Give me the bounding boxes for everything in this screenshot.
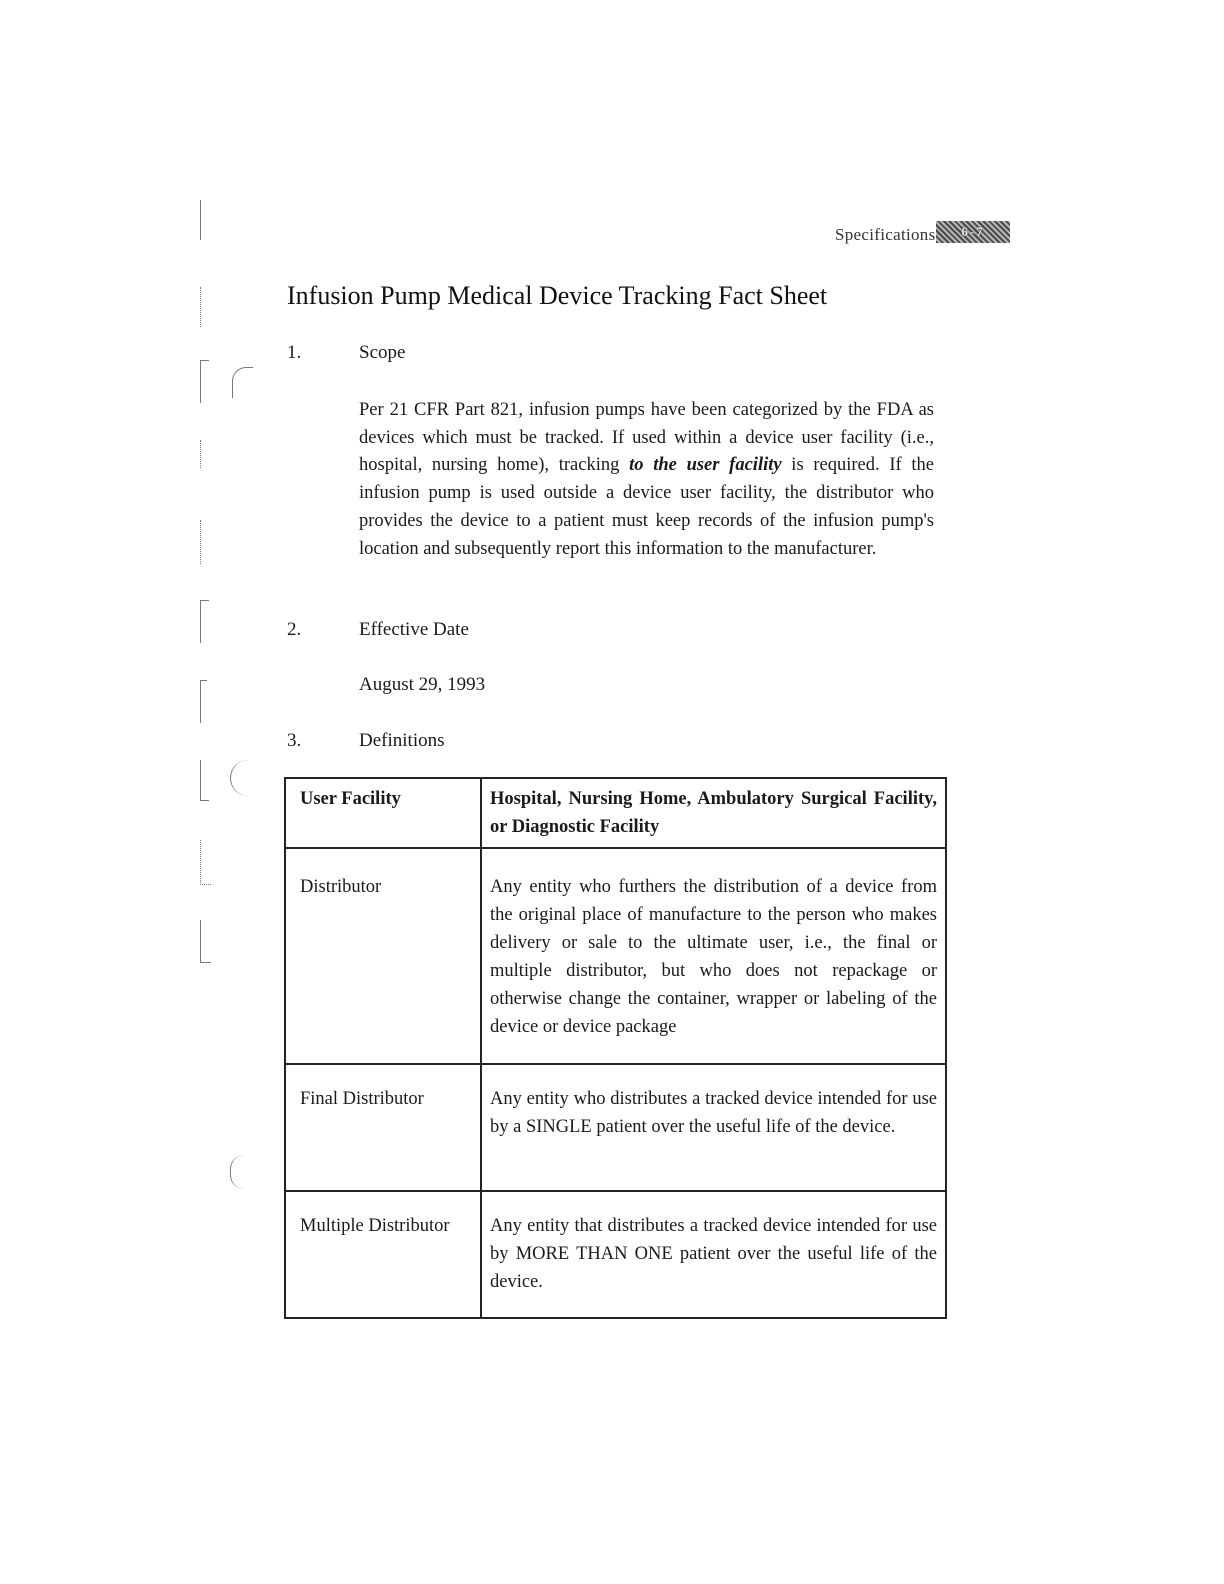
definitions-table xyxy=(284,777,947,1319)
page-title: Infusion Pump Medical Device Tracking Fact Sheet xyxy=(287,281,828,310)
definition-term: Final Distributor xyxy=(285,1064,481,1191)
definition-text: Any entity who distributes a tracked device intended for use by a SINGLE patient over the useful life of the device. xyxy=(481,1064,946,1191)
definition-text: Hospital, Nursing Home, Ambulatory Surgical Facility, or Diagnostic Facility xyxy=(481,778,946,848)
definition-term: User Facility xyxy=(285,778,481,848)
definition-text: Any entity who furthers the distribution of a device from the original place of manufacture to the person who makes delivery or sale to the ultimate user, i.e., the final or multiple distributor, but who does not repackage or otherwise change the container, wrapper or labeling of the device or device package xyxy=(481,848,946,1064)
scope-paragraph xyxy=(359,397,934,563)
effective-date-value: August 29, 1993 xyxy=(359,674,486,695)
definition-term: Distributor xyxy=(285,848,481,1064)
table-row xyxy=(285,1191,946,1318)
section-title-effective-date: Effective Date xyxy=(359,619,469,640)
table-row xyxy=(285,1064,946,1191)
section-number: 3. xyxy=(287,730,302,751)
section-number: 2. xyxy=(287,619,302,640)
section-title-definitions: Definitions xyxy=(359,730,445,751)
definition-term: Multiple Distributor xyxy=(285,1191,481,1318)
scope-emphasis: to the user facility xyxy=(629,455,782,476)
table-row xyxy=(285,848,946,1064)
header-label: Specifications xyxy=(835,225,936,244)
scope-text-before: Per 21 CFR Part 821, infusion pumps have been categorized by the FDA as devices which must be tracked. If used within a device user facility (i.e., hospital, nursing home), tracking xyxy=(359,400,934,476)
section-number: 1. xyxy=(287,342,302,363)
margin-marks xyxy=(196,195,256,1375)
definition-text: Any entity that distributes a tracked device intended for use by MORE THAN ONE patient over the useful life of the device. xyxy=(481,1191,946,1318)
section-tab-badge: 6-7 xyxy=(936,221,1010,243)
scope-text-after: is required. If the infusion pump is used outside a device user facility, the distributor who provides the device to a patient must keep records of the infusion pump's location and subsequently report this information to the manufacturer. xyxy=(359,455,934,559)
section-title-scope: Scope xyxy=(359,342,406,363)
table-row xyxy=(285,778,946,848)
